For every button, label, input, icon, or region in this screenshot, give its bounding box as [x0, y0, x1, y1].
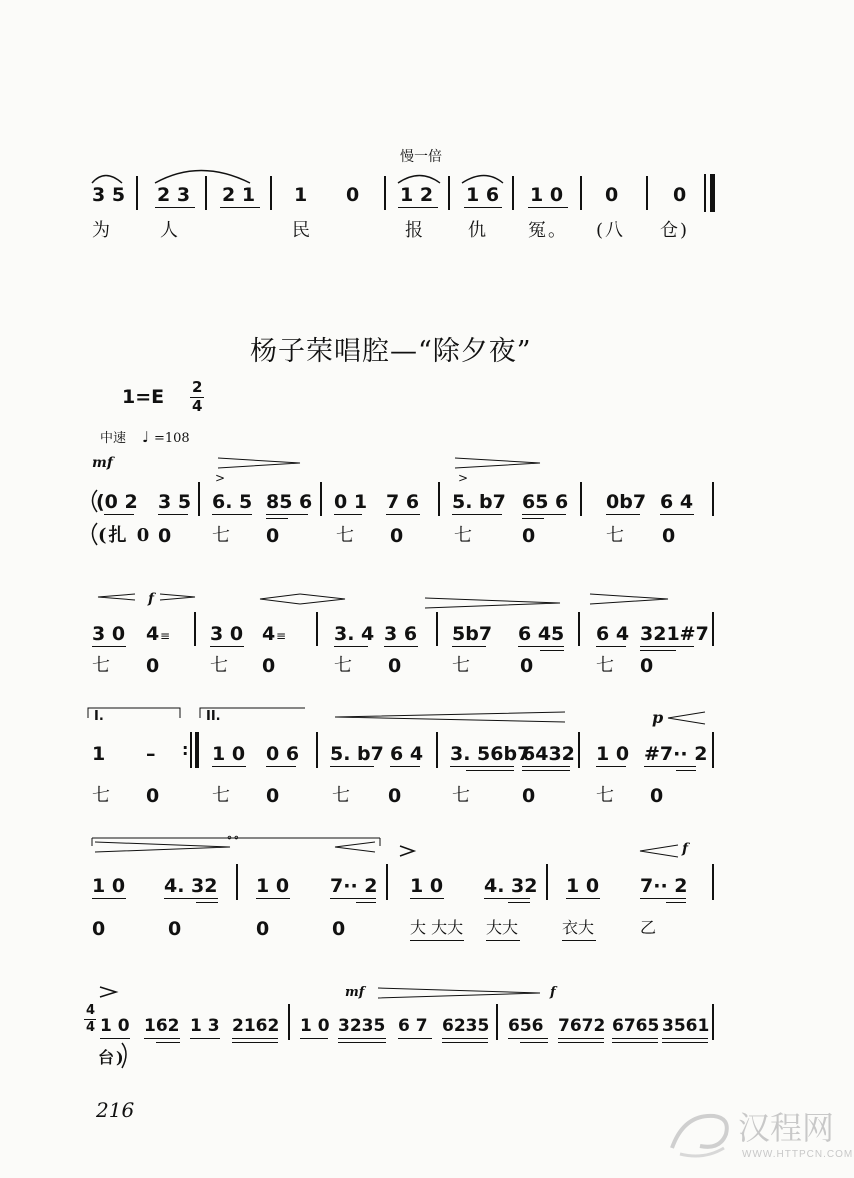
note-group: 6 4	[596, 623, 630, 645]
percussion: 七	[334, 655, 354, 676]
underline	[100, 1038, 130, 1039]
underline	[210, 646, 244, 647]
percussion: 0	[266, 525, 280, 547]
underline	[558, 1042, 604, 1043]
underline	[190, 1038, 220, 1039]
watermark-text: 汉程网	[738, 1109, 835, 1147]
barline	[438, 482, 440, 516]
note-group: 5b7	[452, 623, 493, 645]
percussion: 大大	[486, 918, 519, 937]
lyric: (八	[596, 220, 626, 241]
underline	[522, 770, 570, 771]
barline	[578, 612, 580, 646]
barline	[316, 732, 318, 768]
note-group: 6 4	[660, 491, 694, 513]
underline	[606, 514, 640, 515]
note-group: 162	[144, 1016, 180, 1036]
dynamic-f: f	[148, 591, 155, 607]
repeat-barline	[190, 732, 192, 768]
dynamic-p: p	[652, 708, 664, 727]
page-number: 216	[96, 1098, 135, 1122]
underline	[266, 766, 296, 767]
note-group: 0 1	[334, 491, 368, 513]
percussion: 七	[212, 785, 232, 806]
underline	[256, 898, 290, 899]
percussion: 0	[390, 525, 404, 547]
percussion: 0	[650, 785, 664, 807]
note-group: 65 6	[522, 491, 569, 513]
lyric: 报	[405, 220, 425, 241]
percussion: 台)	[98, 1048, 126, 1067]
note-group: 6. 5	[212, 491, 253, 513]
percussion: 0	[332, 918, 346, 940]
percussion: 0	[146, 655, 160, 677]
repeat-dots-icon: :	[182, 740, 189, 759]
note-group: 3 5	[92, 184, 126, 206]
percussion: 0	[522, 525, 536, 547]
underline	[644, 766, 696, 767]
quarter-note-icon: ♩	[142, 428, 150, 446]
note-group: 3 0	[210, 623, 244, 645]
underline	[508, 902, 530, 903]
percussion: 七	[210, 655, 230, 676]
lyric: 人	[160, 220, 180, 241]
underline	[612, 1042, 658, 1043]
percussion: 0	[146, 785, 160, 807]
lyric: 为	[92, 220, 112, 241]
lyric: 仇	[468, 220, 488, 241]
percussion: 0	[640, 655, 654, 677]
note-group: 2 1	[222, 184, 256, 206]
barline	[580, 482, 582, 516]
percussion: 七	[332, 785, 352, 806]
underline	[452, 646, 486, 647]
note-group: 7·· 2	[330, 875, 378, 897]
note-group: 4	[146, 623, 160, 645]
percussion: 七	[212, 525, 232, 546]
barline	[194, 612, 196, 646]
underline	[522, 766, 570, 767]
underline	[640, 898, 686, 899]
dynamic-f: f	[550, 985, 556, 1000]
note-group: 0	[346, 184, 360, 206]
percussion: 七	[336, 525, 356, 546]
note-group: 85 6	[266, 491, 313, 513]
underline	[196, 902, 218, 903]
time-numerator: 2	[192, 378, 203, 396]
underline	[442, 1042, 488, 1043]
accent-icon: >	[458, 471, 469, 485]
watermark-logo-icon	[664, 1104, 736, 1164]
underline	[466, 770, 514, 771]
underline	[266, 514, 308, 515]
note-group: 5. b7	[452, 491, 506, 513]
percussion: 0	[256, 918, 270, 940]
note-group: 1 0	[92, 875, 126, 897]
percussion: 0	[388, 655, 402, 677]
underline	[676, 770, 696, 771]
note-group: 4. 32	[164, 875, 218, 897]
underline	[330, 898, 376, 899]
volta-2-label: II.	[206, 709, 221, 724]
percussion: 0	[158, 525, 172, 547]
underline	[640, 646, 694, 647]
underline	[158, 514, 188, 515]
watermark-url: WWW.HTTPCN.COM	[742, 1149, 854, 1160]
underline	[540, 650, 564, 651]
percussion: (扎 0	[98, 525, 152, 546]
underline	[596, 766, 626, 767]
note-group: 6235	[442, 1016, 490, 1036]
underline	[640, 650, 676, 651]
underline	[338, 1042, 386, 1043]
barline	[712, 1004, 714, 1040]
note-group: 1 0	[596, 743, 630, 765]
note-group: 0 6	[266, 743, 300, 765]
note-group: (0 2	[96, 491, 138, 513]
underline	[212, 514, 252, 515]
barline	[320, 482, 322, 516]
dynamic-f: f	[682, 841, 689, 857]
note-group: 7 6	[386, 491, 420, 513]
note-group: 321#7	[640, 623, 709, 645]
underline	[612, 1038, 658, 1039]
key-label: 1=E	[122, 386, 165, 408]
barline	[712, 482, 714, 516]
percussion: 七	[606, 525, 626, 546]
note-group: –	[146, 743, 156, 765]
barline	[436, 612, 438, 646]
note-group: 656	[508, 1016, 544, 1036]
percussion: 0	[520, 655, 534, 677]
note-group: 1 6	[466, 184, 500, 206]
underline	[566, 898, 600, 899]
underline	[390, 766, 420, 767]
underline	[450, 766, 514, 767]
underline	[330, 766, 374, 767]
tremolo-icon: ≡	[276, 629, 287, 643]
underline	[266, 518, 288, 519]
underline	[452, 514, 502, 515]
percussion: 大 大大	[410, 918, 464, 937]
underline	[232, 1042, 278, 1043]
underline	[232, 1038, 278, 1039]
underline	[508, 1038, 548, 1039]
barline	[578, 732, 580, 768]
lyric: 仓)	[660, 220, 690, 241]
underline	[522, 514, 566, 515]
note-group: 5. b7	[330, 743, 384, 765]
note-group: 3235	[338, 1016, 386, 1036]
tempo-marking: 慢一倍	[400, 149, 442, 165]
underline	[558, 1038, 604, 1039]
percussion: 0	[388, 785, 402, 807]
note-group: 0b7	[606, 491, 647, 513]
barline	[436, 732, 438, 768]
percussion: 0	[266, 785, 280, 807]
percussion: 七	[92, 785, 112, 806]
underline	[596, 646, 626, 647]
note-group: 7·· 2	[640, 875, 688, 897]
barline	[288, 1004, 290, 1040]
underline	[662, 1038, 708, 1039]
underline	[410, 940, 464, 941]
barline	[316, 612, 318, 646]
underline	[522, 518, 544, 519]
underline	[486, 940, 520, 941]
underline	[386, 514, 420, 515]
note-group: 3 0	[92, 623, 126, 645]
lyric: 民	[292, 220, 312, 241]
tempo-text: 中速	[100, 431, 127, 446]
note-group: 1 0	[410, 875, 444, 897]
bpm-text: =108	[154, 431, 190, 446]
underline	[384, 646, 418, 647]
underline	[398, 1038, 432, 1039]
underline	[164, 898, 218, 899]
note-group: 4	[262, 623, 276, 645]
percussion: 0	[522, 785, 536, 807]
underline	[104, 514, 134, 515]
underline	[410, 898, 444, 899]
percussion: 0	[92, 918, 106, 940]
underline	[338, 1038, 386, 1039]
note-group: 6 4	[390, 743, 424, 765]
underline	[92, 898, 126, 899]
note-group: 6765	[612, 1016, 660, 1036]
underline	[300, 1038, 328, 1039]
underline	[662, 1042, 708, 1043]
note-group: 1 0	[100, 1016, 130, 1036]
note-group: 7672	[558, 1016, 606, 1036]
percussion: 七	[452, 785, 472, 806]
accent-icon: >	[215, 471, 226, 485]
dynamic-mf: mf	[345, 985, 365, 1000]
underline	[212, 766, 246, 767]
percussion: 七	[596, 655, 616, 676]
note-group: 6 45	[518, 623, 565, 645]
underline	[484, 898, 530, 899]
note-group: 3. 4	[334, 623, 375, 645]
percussion: 0	[168, 918, 182, 940]
barline	[198, 482, 200, 516]
time-numerator: 4	[86, 1003, 96, 1018]
tremolo-icon: ≡	[160, 629, 171, 643]
note-group: 1 0	[566, 875, 600, 897]
dynamic-mf: mf	[92, 455, 113, 471]
percussion: 0	[262, 655, 276, 677]
time-denominator: 4	[86, 1020, 96, 1035]
barline	[496, 1004, 498, 1040]
underline	[156, 1042, 180, 1043]
time-denominator: 4	[192, 397, 203, 415]
note-group: 3 6	[384, 623, 418, 645]
barline	[386, 864, 388, 900]
note-group: 1	[294, 184, 308, 206]
barline	[236, 864, 238, 900]
underline	[520, 1042, 548, 1043]
note-group: 1 0	[212, 743, 246, 765]
barline	[712, 732, 714, 768]
barline	[712, 864, 714, 900]
repeat-barline-thick	[195, 732, 199, 768]
note-group: 6 7	[398, 1016, 428, 1036]
note-group: 2162	[232, 1016, 280, 1036]
underline	[562, 940, 596, 941]
note-group: 3 5	[158, 491, 192, 513]
note-group: 1 0	[300, 1016, 330, 1036]
note-group: 4. 32	[484, 875, 538, 897]
lyric: 冤。	[528, 220, 568, 241]
note-group: 0	[673, 184, 687, 206]
note-group: #7·· 2	[644, 743, 708, 765]
percussion: 0	[662, 525, 676, 547]
underline	[334, 646, 368, 647]
underline	[442, 1038, 488, 1039]
underline	[666, 902, 686, 903]
note-group: 1 3	[190, 1016, 220, 1036]
barline	[712, 612, 714, 646]
percussion: 七	[92, 655, 112, 676]
note-group: 3561	[662, 1016, 710, 1036]
note-group: 1	[92, 743, 106, 765]
barline	[546, 864, 548, 900]
underline	[356, 902, 376, 903]
underline	[144, 1038, 180, 1039]
double-circle-mark: ∘∘	[226, 831, 240, 844]
percussion: 乙	[640, 918, 657, 937]
note-group: 1 0	[256, 875, 290, 897]
percussion: 七	[596, 785, 616, 806]
volta-1-label: I.	[94, 709, 104, 724]
note-group: 1 0	[530, 184, 564, 206]
percussion: 衣大	[562, 918, 595, 937]
underline	[92, 646, 126, 647]
underline	[660, 514, 694, 515]
percussion: 七	[454, 525, 474, 546]
percussion: 七	[452, 655, 472, 676]
underline	[334, 514, 362, 515]
aria-title: 杨子荣唱腔—“除夕夜”	[250, 336, 532, 367]
underline	[518, 646, 564, 647]
note-group: 6432	[522, 743, 575, 765]
note-group: 3. 56b7	[450, 743, 531, 765]
note-group: 0	[605, 184, 619, 206]
note-group: 2 3	[157, 184, 191, 206]
note-group: 1 2	[400, 184, 434, 206]
